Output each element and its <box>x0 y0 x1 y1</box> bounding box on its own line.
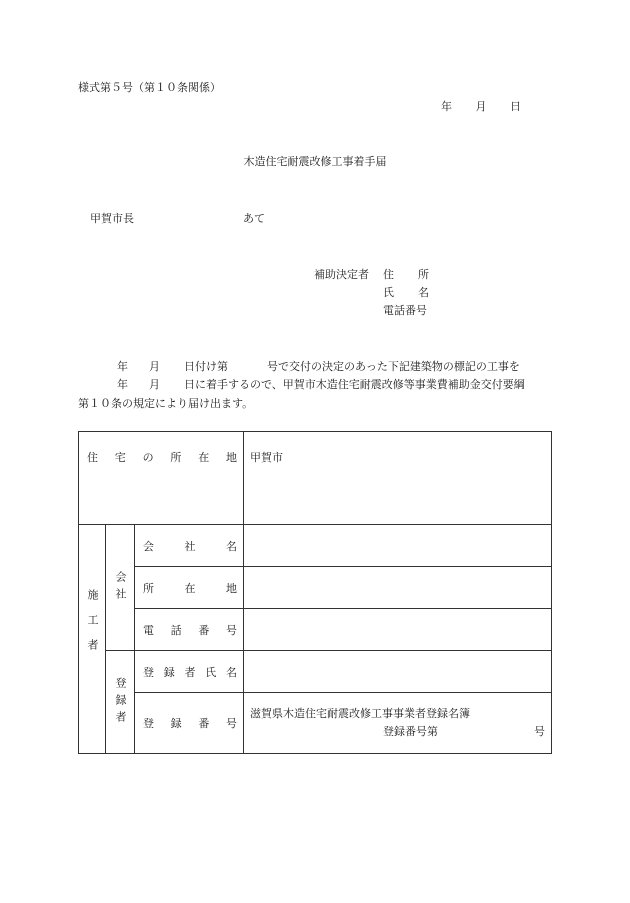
label-char: 在 <box>184 581 196 595</box>
registry-number-line <box>250 723 545 741</box>
company-address-label <box>135 567 244 609</box>
addressee-name: 甲賀市長 <box>90 212 134 225</box>
label-char: 宅 <box>114 451 126 464</box>
company-address-value[interactable] <box>244 567 552 609</box>
addressee-suffix: あて <box>243 212 265 225</box>
date-month: 月 <box>475 100 487 113</box>
registration-number-value[interactable] <box>244 693 552 754</box>
applicant-role-label: 補助決定者 <box>314 268 369 281</box>
registrant-name-row <box>79 651 552 693</box>
label-char: 所 <box>143 581 154 595</box>
company-address-row <box>79 567 552 609</box>
label-char: 名 <box>418 286 429 299</box>
label-char: 在 <box>198 451 210 464</box>
body-line1-rest: 号で交付の決定のあった下記建築物の標記の工事を <box>267 360 520 373</box>
label-char: 住 <box>87 451 98 464</box>
registration-number-label <box>135 693 244 754</box>
form-number: 様式第５号（第１０条関係） <box>78 81 221 94</box>
label-char: 地 <box>225 451 237 464</box>
company-phone-row <box>79 609 552 651</box>
body-line2-month: 月 <box>149 378 160 391</box>
applicant-name-label <box>383 286 429 300</box>
label-char: 所 <box>418 268 429 281</box>
date-year: 年 <box>441 100 452 113</box>
body-line1-month: 月 <box>149 360 160 373</box>
label-char: 地 <box>226 581 237 595</box>
label-char: 名 <box>226 539 237 553</box>
label-char: 登 <box>143 717 154 730</box>
applicant-address-label <box>383 268 429 282</box>
company-name-value[interactable] <box>244 525 552 567</box>
body-line1-date: 日付け第 <box>184 360 228 373</box>
company-group-label <box>106 525 135 651</box>
body-line1-year: 年 <box>117 360 128 373</box>
location-value[interactable]: 甲賀市 <box>244 432 552 525</box>
company-group-text: 会社 <box>114 570 127 605</box>
label-char: 録 <box>170 717 182 730</box>
label-char: 話 <box>170 623 182 637</box>
registration-number-row <box>79 693 552 754</box>
label-char: 録 <box>163 665 175 679</box>
label-char: 電 <box>143 623 154 637</box>
label-char: 社 <box>184 539 196 553</box>
applicant-phone-label: 電話番号 <box>383 304 427 317</box>
location-label <box>79 432 244 525</box>
label-char: 番 <box>198 623 210 637</box>
body-line3: 第１０条の規定により届け出ます。 <box>78 397 254 410</box>
label-char: 会 <box>143 539 154 553</box>
company-name-label <box>135 525 244 567</box>
label-char: 登 <box>143 665 154 679</box>
registrant-name-value[interactable] <box>244 651 552 693</box>
label-char: 住 <box>383 268 394 281</box>
label-char: 氏 <box>205 665 217 679</box>
date-line <box>441 100 521 114</box>
label-char: 番 <box>198 717 210 730</box>
label-char: 号 <box>225 717 237 730</box>
body-line2-rest: 日に着手するので、甲賀市木造住宅耐震改修等事業費補助金交付要綱 <box>184 378 525 391</box>
label-char: 名 <box>226 665 237 679</box>
company-phone-value[interactable] <box>244 609 552 651</box>
contractor-label <box>79 525 106 754</box>
label-char: 号 <box>225 623 237 637</box>
contractor-label-text: 施工者 <box>86 589 99 664</box>
label-char: の <box>142 451 154 464</box>
registrant-name-label <box>135 651 244 693</box>
location-row <box>79 432 552 525</box>
registry-number-prefix: 登録番号第 <box>383 725 438 738</box>
registry-number-suffix: 号 <box>534 725 545 738</box>
label-char: 所 <box>170 451 182 464</box>
label-char: 者 <box>184 665 196 679</box>
document-title: 木造住宅耐震改修工事着手届 <box>243 155 387 168</box>
date-day: 日 <box>510 100 521 113</box>
registrant-group-text: 登録者 <box>114 676 127 728</box>
company-phone-label <box>135 609 244 651</box>
registrant-group-label <box>106 651 135 754</box>
registry-name: 滋賀県木造住宅耐震改修工事事業者登録名簿 <box>250 707 470 720</box>
label-char: 氏 <box>383 286 394 299</box>
body-line2-year: 年 <box>117 378 128 391</box>
company-name-row <box>79 525 552 567</box>
details-table <box>78 431 552 754</box>
